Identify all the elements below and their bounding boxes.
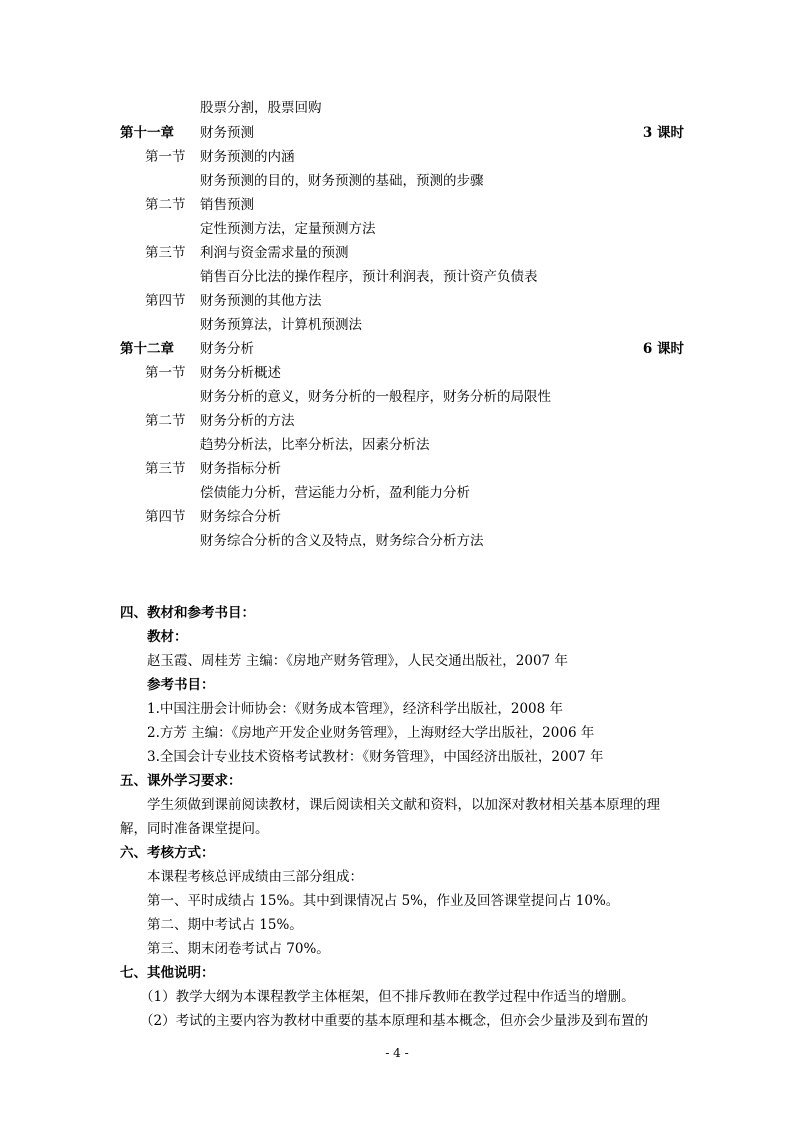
section-label: 第三节: [145, 245, 186, 261]
references-label: 参考书目：: [147, 677, 215, 693]
other-heading: 七、其他说明：: [120, 965, 215, 981]
reference-item: 1.中国注册会计师协会：《财务成本管理》，经济科学出版社，2008 年: [147, 701, 564, 717]
section-content: 财务预算法，计算机预测法: [200, 317, 362, 333]
reference-item: 3.全国会计专业技术资格考试教材：《财务管理》，中国经济出版社，2007 年: [147, 749, 604, 765]
other-line: （1）教学大纲为本课程教学主体框架，但不排斥教师在教学过程中作适当的增删。: [140, 989, 635, 1005]
section-title: 财务综合分析: [200, 509, 281, 525]
section-title: 财务分析的方法: [200, 413, 295, 429]
study-heading: 五、课外学习要求：: [120, 773, 242, 789]
section-label: 第四节: [145, 509, 186, 525]
chapter-12-name: 财务分析: [200, 341, 254, 357]
assessment-line: 第一、平时成绩占 15%。其中到课情况占 5%，作业及回答课堂提问占 10%。: [147, 893, 620, 909]
textbook-entry: 赵玉霞、周桂芳 主编：《房地产财务管理》，人民交通出版社，2007 年: [147, 653, 568, 669]
chapter-11-title: 第十一章: [120, 125, 174, 141]
section-content: 趋势分析法，比率分析法，因素分析法: [200, 437, 430, 453]
section-content: 财务分析的意义，财务分析的一般程序，财务分析的局限性: [200, 389, 551, 405]
top-line: 股票分割，股票回购: [200, 100, 322, 116]
section-content: 销售百分比法的操作程序，预计利润表，预计资产负债表: [200, 269, 538, 285]
section-content: 财务综合分析的含义及特点，财务综合分析方法: [200, 533, 484, 549]
section-title: 财务指标分析: [200, 461, 281, 477]
assessment-heading: 六、考核方式：: [120, 845, 215, 861]
chapter-11-hours: 3 课时: [642, 125, 684, 141]
section-label: 第二节: [145, 197, 186, 213]
section-content: 财务预测的目的，财务预测的基础，预测的步骤: [200, 173, 484, 189]
section-label: 第二节: [145, 413, 186, 429]
section-label: 第一节: [145, 365, 186, 381]
section-title: 财务预测的内涵: [200, 149, 295, 165]
assessment-line: 第二、期中考试占 15%。: [147, 917, 303, 933]
section-label: 第一节: [145, 149, 186, 165]
chapter-12-hours: 6 课时: [642, 341, 684, 357]
assessment-line: 本课程考核总评成绩由三部分组成：: [147, 869, 363, 885]
books-heading: 四、教材和参考书目：: [120, 605, 255, 621]
chapter-12-title: 第十二章: [120, 341, 174, 357]
other-line: （2）考试的主要内容为教材中重要的基本原理和基本概念，但亦会少量涉及到布置的: [140, 1013, 649, 1029]
section-label: 第四节: [145, 293, 186, 309]
section-title: 利润与资金需求量的预测: [200, 245, 349, 261]
chapter-11-name: 财务预测: [200, 125, 254, 141]
reference-item: 2.方芳 主编：《房地产开发企业财务管理》，上海财经大学出版社，2006 年: [147, 725, 595, 741]
section-title: 财务分析概述: [200, 365, 281, 381]
assessment-line: 第三、期末闭卷考试占 70%。: [147, 941, 330, 957]
textbook-label: 教材：: [147, 629, 188, 645]
section-title: 销售预测: [200, 197, 254, 213]
section-content: 偿债能力分析，营运能力分析，盈利能力分析: [200, 485, 470, 501]
section-title: 财务预测的其他方法: [200, 293, 322, 309]
section-label: 第三节: [145, 461, 186, 477]
study-paragraph: 学生须做到课前阅读教材，课后阅读相关文献和资料，以加深对教材相关基本原理的理解，同时准备课堂提问。: [120, 797, 660, 837]
section-content: 定性预测方法，定量预测方法: [200, 221, 376, 237]
page-number: - 4 -: [385, 1046, 409, 1060]
